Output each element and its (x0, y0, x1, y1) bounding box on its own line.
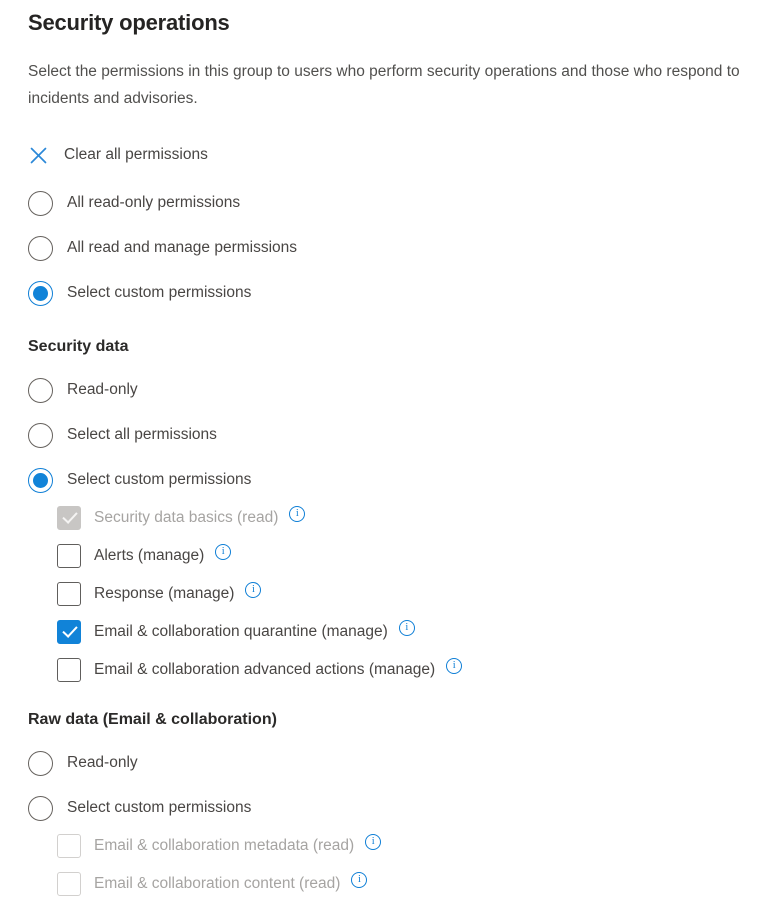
section-title-raw-data: Raw data (Email & collaboration) (28, 710, 277, 728)
radio-label: Select custom permissions (67, 799, 252, 816)
raw-data-options (28, 751, 744, 821)
info-icon[interactable] (365, 834, 381, 850)
checkbox-label: Alerts (manage) (94, 546, 205, 564)
clear-all-permissions-button[interactable] (28, 142, 208, 168)
checkbox-label: Email & collaboration quarantine (manage) (94, 622, 388, 640)
section-title-security-data: Security data (28, 337, 129, 355)
page-title: Security operations (28, 10, 230, 35)
radio-button[interactable] (28, 281, 53, 306)
checkbox[interactable] (57, 658, 81, 682)
radio-button[interactable] (28, 468, 53, 493)
page-description: Select the permissions in this group to users who perform security operations and those who respond to incidents and advisories. (28, 63, 740, 107)
radio-label: Select all permissions (67, 426, 217, 443)
radio-option-select-custom[interactable] (28, 796, 744, 821)
radio-option-read-only[interactable] (28, 751, 744, 776)
checkbox-row-email-advanced-actions[interactable] (57, 657, 744, 683)
radio-label: Select custom permissions (67, 471, 252, 488)
checkbox-row-alerts[interactable] (57, 543, 744, 569)
raw-data-checkbox-list (57, 833, 744, 897)
checkbox-row-security-data-basics[interactable] (57, 505, 744, 531)
checkbox (57, 506, 81, 530)
checkbox-label: Response (manage) (94, 584, 235, 602)
info-icon[interactable] (245, 582, 261, 598)
security-data-checkbox-list (57, 505, 744, 683)
radio-button[interactable] (28, 423, 53, 448)
radio-button[interactable] (28, 191, 53, 216)
checkbox (57, 834, 81, 858)
clear-x-icon (28, 145, 49, 166)
clear-all-label: Clear all permissions (64, 146, 208, 163)
info-icon[interactable] (289, 506, 305, 522)
radio-label: Select custom permissions (67, 284, 252, 301)
checkbox-row-email-content[interactable] (57, 871, 744, 897)
radio-label: Read-only (67, 754, 138, 771)
info-icon[interactable] (215, 544, 231, 560)
radio-option-read-only[interactable] (28, 378, 744, 403)
radio-option-all-read-only[interactable] (28, 191, 744, 216)
radio-label: Read-only (67, 381, 138, 398)
checkbox[interactable] (57, 544, 81, 568)
info-icon[interactable] (446, 658, 462, 674)
radio-button[interactable] (28, 378, 53, 403)
radio-option-select-custom[interactable] (28, 468, 744, 493)
radio-label: All read and manage permissions (67, 239, 298, 256)
radio-button[interactable] (28, 236, 53, 261)
radio-button[interactable] (28, 751, 53, 776)
security-data-options (28, 378, 744, 493)
checkbox (57, 872, 81, 896)
radio-option-select-custom[interactable] (28, 281, 744, 306)
checkbox[interactable] (57, 582, 81, 606)
radio-option-all-read-manage[interactable] (28, 236, 744, 261)
radio-option-select-all[interactable] (28, 423, 744, 448)
checkbox-label: Security data basics (read) (94, 508, 279, 526)
checkbox[interactable] (57, 620, 81, 644)
checkbox-row-email-quarantine[interactable] (57, 619, 744, 645)
info-icon[interactable] (399, 620, 415, 636)
checkbox-label: Email & collaboration content (read) (94, 874, 341, 892)
checkbox-row-email-metadata[interactable] (57, 833, 744, 859)
radio-label: All read-only permissions (67, 194, 241, 211)
checkbox-row-response[interactable] (57, 581, 744, 607)
info-icon[interactable] (351, 872, 367, 888)
checkbox-label: Email & collaboration advanced actions (manage) (94, 660, 436, 678)
radio-button[interactable] (28, 796, 53, 821)
top-permissions-group (28, 191, 744, 306)
checkbox-label: Email & collaboration metadata (read) (94, 836, 355, 854)
